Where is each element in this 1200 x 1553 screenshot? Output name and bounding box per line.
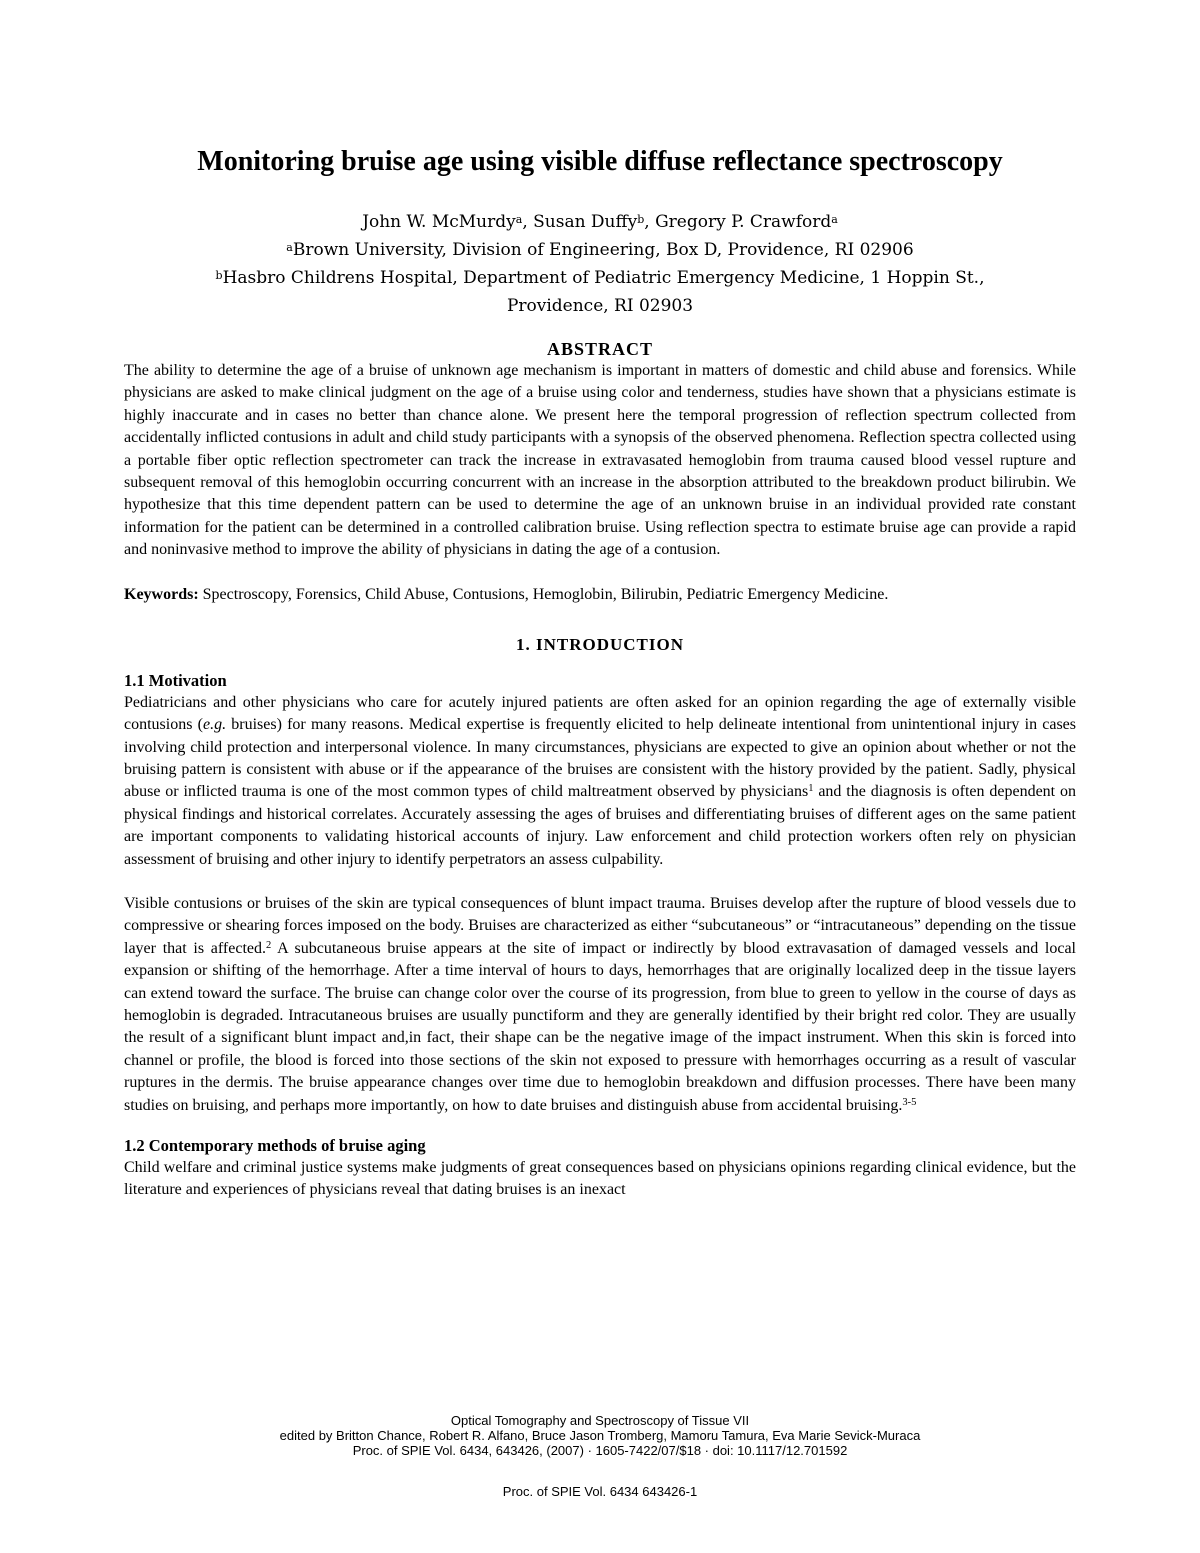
page-number-footer: Proc. of SPIE Vol. 6434 643426-1 [502,1484,698,1499]
abstract-text: The ability to determine the age of a bruise of unknown age mechanism is important in matters of domestic and child abuse and forensics. While physicians are asked to make clinical judgment on the age of a bruise using color and tenderness, studies have shown that a physicians estimate is highly inaccurate and in cases no better than chance alone. We present here the temporal progression of reflection spectrum collected from accidentally inflicted contusions in adult and child study participants with a synopsis of the observed phenomena. Reflection spectra collected using a portable fiber optic reflection spectrometer can track the increase in extravasated hemoglobin from trauma caused blood vessel rupture and subsequent removal of this hemoglobin occurring concurrent with an increase in the absorption attributed to the breakdown product bilirubin. We hypothesize that this time dependent pattern can be used to determine the age of an unknown bruise in an individual provided rate constant information for the patient can be determined in a controlled calibration bruise. Using reflection spectra to estimate bruise age can provide a rapid and noninvasive method to improve the ability of physicians in dating the age of a contusion. [124,362,1076,559]
keywords-text: Spectroscopy, Forensics, Child Abuse, Contusions, Hemoglobin, Bilirubin, Pediatric Emergency Medicine. [198,585,889,603]
citation-superscript: 3-5 [902,1096,917,1108]
affiliation-mark: b [215,269,223,282]
text-run: Visible contusions or bruises of the skin are typical consequences of blunt impact trauma. Bruises develop after the rupture of blood vessels due to compressive or shearing forces imposed on the body. Bruises are characterized as either “subcutaneous” or “intracutaneous” depending on the tissue layer that is affected. [124,895,1076,957]
subsection-heading-motivation: 1.1 Motivation [124,670,227,690]
citation-superscript: 1 [808,783,814,795]
subsection-heading-contemporary-methods: 1.2 Contemporary methods of bruise aging [124,1136,426,1156]
affiliation-text: Brown University, Division of Engineering, Box D, Providence, RI 02906 [292,240,914,260]
keywords-label: Keywords: [124,585,199,603]
text-run: Pediatricians and other physicians who care for acutely injured patients are often asked for an opinion regarding the age of externally visible contusions ( [124,693,1076,734]
citation-superscript: 2 [266,939,272,951]
affiliation-mark: a [286,241,293,254]
author-mark: b [637,213,645,226]
author-line [124,208,1076,236]
affiliation-b [124,264,1076,292]
paragraph-motivation-2 [124,893,1076,1117]
affiliation-text: Hasbro Childrens Hospital, Department of Pediatric Emergency Medicine, 1 Hoppin St., [222,268,985,288]
paper-title: Monitoring bruise age using visible diffuse reflectance spectroscopy [197,146,1003,177]
paragraph-gap [124,1117,1076,1135]
text-run: A subcutaneous bruise appears at the site of impact or indirectly by blood extravasation of damaged vessels and local expansion or shifting of the hemorrhage. After a time interval of hours to days, hemorrhages that are originally localized deep in the tissue layers can extend toward the surface. The bruise can change color over the course of its progression, from blue to green to yellow in the course of days as hemoglobin is degraded. Intracutaneous bruises are usually punctiform and they are generally identified by their bright red color. They are usually the result of a significant blunt impact and,in fact, their shape can be the negative image of the impact instrument. When this skin is forced into channel or profile, the blood is forced into those sections of the skin not exposed to pressure with hemorrhages occurring as a result of vascular ruptures in the dermis. The bruise appearance changes over time due to hemoglobin breakdown and diffusion processes. There have been many studies on bruising, and perhaps more importantly, on how to date bruises and distinguish abuse from accidental bruising. [124,939,1076,1114]
author-name: Susan Duffy [533,212,638,232]
footer-line-1: Optical Tomography and Spectroscopy of Tissue VII [450,1413,750,1428]
author-separator: , [644,212,656,232]
author-mark: a [831,213,838,226]
paragraph-motivation-1 [124,692,1076,871]
author-name: Gregory P. Crawford [655,212,832,232]
publication-footer [0,1413,1200,1458]
keywords [124,584,1076,606]
author-name: John W. McMurdy [362,212,516,232]
text-run: bruises) for many reasons. Medical expertise is frequently elicited to help delineate intentional from unintentional injury in cases involving child protection and interpersonal violence. In many circumstances, physicians are expected to give an opinion about whether or not the bruising pattern is consistent with abuse or if the appearance of the bruises are consistent with the history provided by the patient. Sadly, physical abuse or inflicted trauma is one of the most common types of child maltreatment observed by physicians [124,716,1077,801]
section-heading-introduction: 1. INTRODUCTION [515,634,685,654]
footer-line-2: edited by Britton Chance, Robert R. Alfano, Bruce Jason Tromberg, Mamoru Tamura, Eva Marie Sevick-Muraca [279,1428,921,1443]
paragraph-gap [124,871,1076,893]
text-run: and the diagnosis is often dependent on physical findings and historical correlates. Accurately assessing the ages of bruises and differentiating bruises of different ages on the same patient are important components to validating historical accounts of injury. Law enforcement and child protection workers often rely on physician assessment of bruising and other injury to identify perpetrators an assess culpability. [124,783,1077,868]
authors-block [124,208,1076,320]
page-content [124,140,1076,1202]
footer-line-3: Proc. of SPIE Vol. 6434, 643426, (2007) · 1605-7422/07/$18 · doi: 10.1117/12.701592 [352,1443,848,1458]
affiliation-b-continued: Providence, RI 02903 [506,296,694,316]
abstract-heading: ABSTRACT [546,339,654,359]
author-mark: a [515,213,523,226]
author-separator: , [522,212,534,232]
paragraph-contemporary-1: Child welfare and criminal justice systems make judgments of great consequences based on physicians opinions regarding clinical evidence, but the literature and experiences of physicians reveal that dating bruises is an inexact [124,1159,1076,1199]
affiliation-a [124,236,1076,264]
text-run-italic: e.g. [202,716,227,734]
